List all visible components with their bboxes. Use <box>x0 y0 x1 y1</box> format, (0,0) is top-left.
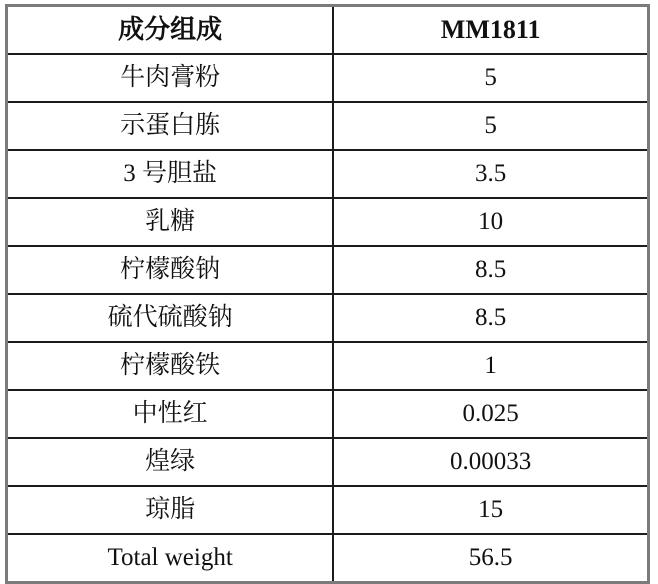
value-cell: 5 <box>333 102 648 150</box>
component-cell: 柠檬酸钠 <box>7 246 334 294</box>
table-row <box>7 246 649 294</box>
table-row-total <box>7 534 649 583</box>
component-cell: 示蛋白胨 <box>7 102 334 150</box>
value-cell: 3.5 <box>333 150 648 198</box>
value-cell: 1 <box>333 342 648 390</box>
value-cell: 8.5 <box>333 294 648 342</box>
component-cell: 3 号胆盐 <box>7 150 334 198</box>
composition-table <box>5 4 650 584</box>
table-header-row <box>7 6 649 55</box>
component-cell: 硫代硫酸钠 <box>7 294 334 342</box>
table-row <box>7 438 649 486</box>
table-row <box>7 390 649 438</box>
table-row <box>7 486 649 534</box>
component-cell: 琼脂 <box>7 486 334 534</box>
table-row <box>7 294 649 342</box>
value-cell: 56.5 <box>333 534 648 583</box>
table-row <box>7 54 649 102</box>
table-row <box>7 342 649 390</box>
table-row <box>7 102 649 150</box>
value-cell: 8.5 <box>333 246 648 294</box>
component-cell: 牛肉膏粉 <box>7 54 334 102</box>
header-formula: MM1811 <box>333 6 648 55</box>
component-cell: Total weight <box>7 534 334 583</box>
component-cell: 柠檬酸铁 <box>7 342 334 390</box>
value-cell: 15 <box>333 486 648 534</box>
table-row <box>7 198 649 246</box>
value-cell: 0.00033 <box>333 438 648 486</box>
value-cell: 0.025 <box>333 390 648 438</box>
component-cell: 乳糖 <box>7 198 334 246</box>
value-cell: 5 <box>333 54 648 102</box>
table-row <box>7 150 649 198</box>
header-component: 成分组成 <box>7 6 334 55</box>
component-cell: 中性红 <box>7 390 334 438</box>
value-cell: 10 <box>333 198 648 246</box>
component-cell: 煌绿 <box>7 438 334 486</box>
